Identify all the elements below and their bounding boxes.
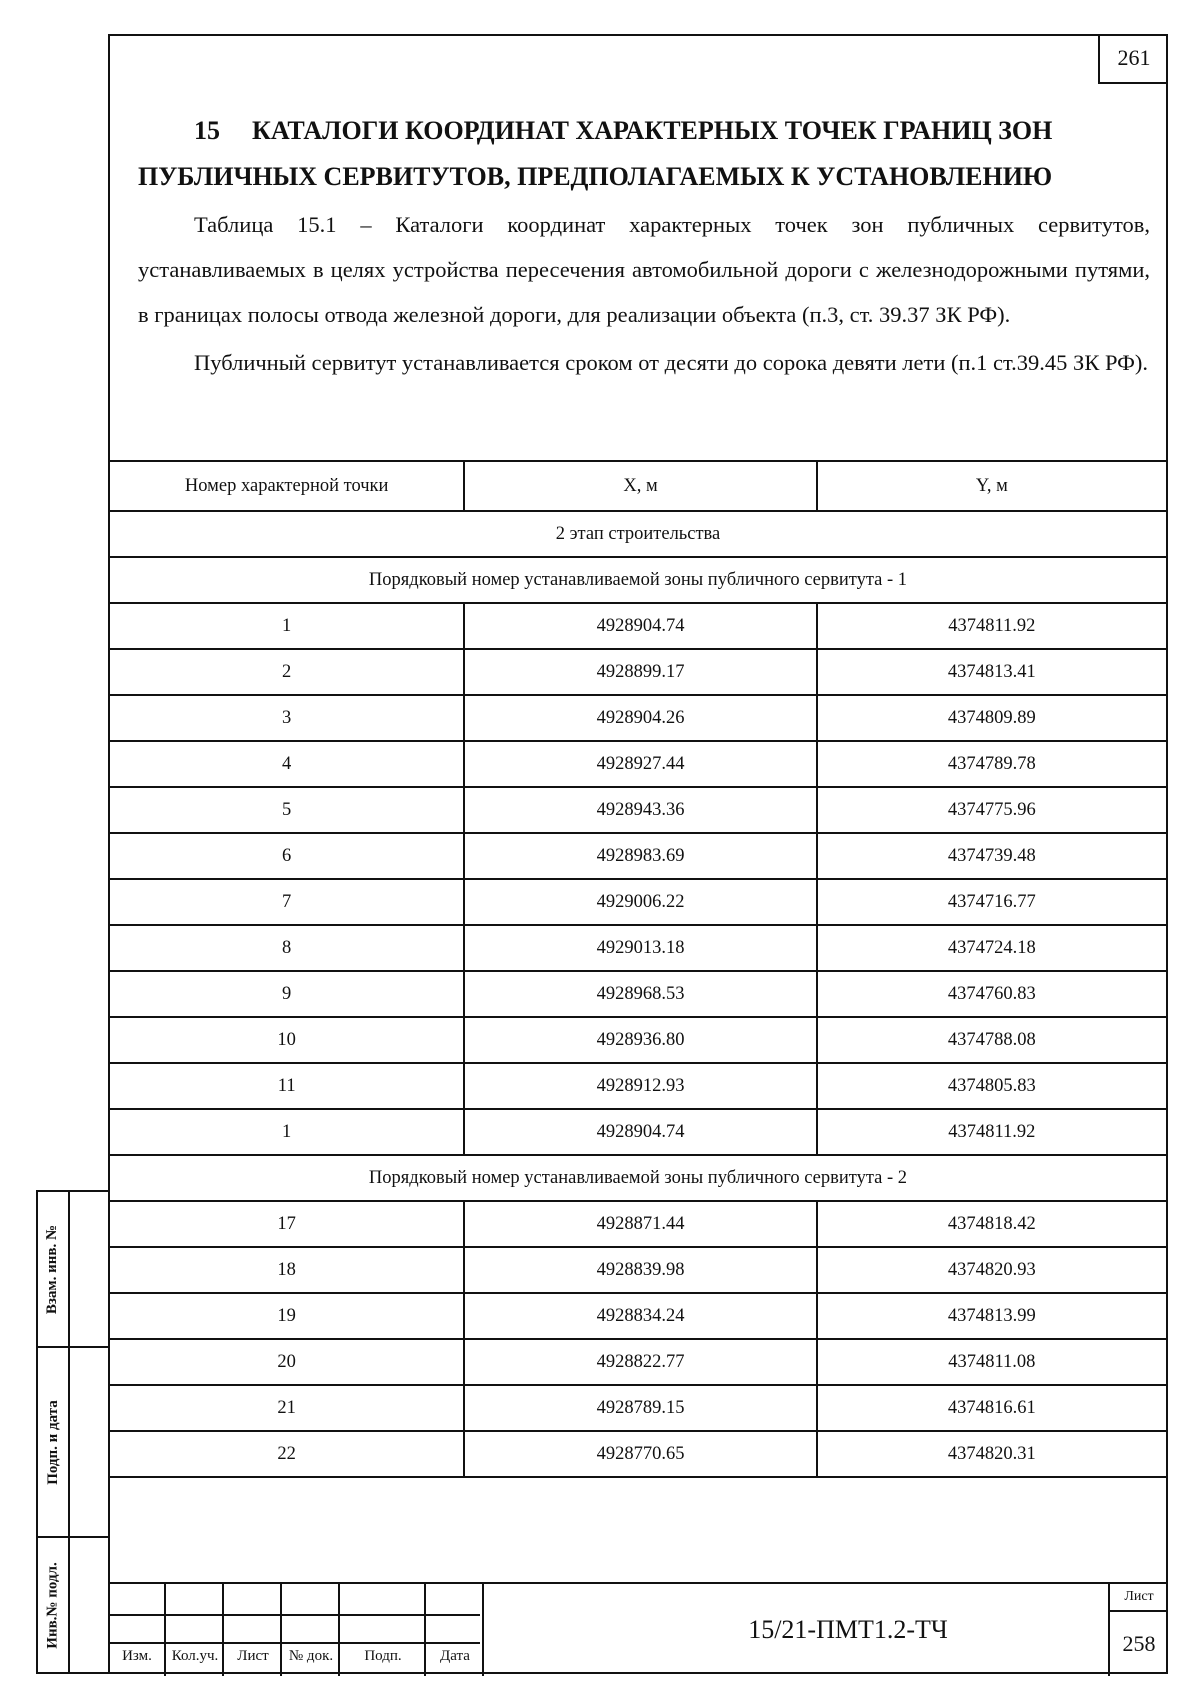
side-label-replacement: Взам. инв. № [44,1224,61,1314]
table-row [109,1247,1167,1293]
y-coordinate-cell: 4374716.77 [817,879,1167,925]
table-row [109,603,1167,649]
stamp-col-sheet: Лист [237,1648,269,1664]
table-row [109,925,1167,971]
stage-label: 2 этап строительства [109,511,1167,557]
y-coordinate-cell: 4374789.78 [817,741,1167,787]
table-row [109,971,1167,1017]
x-coordinate-cell: 4928770.65 [464,1431,816,1477]
stamp-col-signature: Подп. [364,1648,402,1664]
point-number-cell: 6 [109,833,464,879]
section-heading [138,108,1148,200]
x-coordinate-cell: 4928899.17 [464,649,816,695]
table-caption [138,202,1150,337]
revision-grid [108,1584,480,1676]
x-coordinate-cell: 4928912.93 [464,1063,816,1109]
side-label-signature: Подп. и дата [44,1399,61,1485]
point-number-cell: 1 [109,1109,464,1155]
side-box-replacement [36,1190,110,1348]
page-number: 261 [1098,34,1168,84]
point-number-cell: 3 [109,695,464,741]
y-coordinate-cell: 4374788.08 [817,1017,1167,1063]
sheet-number: 258 [1108,1612,1168,1676]
x-coordinate-cell: 4928822.77 [464,1339,816,1385]
sheet-label: Лист [1108,1584,1168,1612]
stamp-col-change: Изм. [122,1648,152,1664]
point-number-cell: 21 [109,1385,464,1431]
stamp-col-count: Кол.уч. [171,1648,219,1664]
point-number-cell: 20 [109,1339,464,1385]
point-number-cell: 2 [109,649,464,695]
x-coordinate-cell: 4929006.22 [464,879,816,925]
section-number: 15 [194,116,220,145]
table-row [109,1201,1167,1247]
y-coordinate-cell: 4374811.92 [817,1109,1167,1155]
point-number-cell: 19 [109,1293,464,1339]
point-number-cell: 4 [109,741,464,787]
point-number-cell: 17 [109,1201,464,1247]
table-row [109,833,1167,879]
table-row [109,1063,1167,1109]
table-row [109,1017,1167,1063]
x-coordinate-cell: 4929013.18 [464,925,816,971]
side-box-original [36,1536,110,1674]
table-row [109,695,1167,741]
point-number-cell: 8 [109,925,464,971]
table-row [109,1293,1167,1339]
y-coordinate-cell: 4374813.41 [817,649,1167,695]
y-coordinate-cell: 4374724.18 [817,925,1167,971]
x-coordinate-cell: 4928904.74 [464,603,816,649]
x-coordinate-cell: 4928983.69 [464,833,816,879]
point-number-cell: 10 [109,1017,464,1063]
y-coordinate-cell: 4374811.08 [817,1339,1167,1385]
point-number-cell: 5 [109,787,464,833]
table-row [109,649,1167,695]
zone-title-row [109,1155,1167,1201]
side-box-signature [36,1346,110,1538]
table-body [109,511,1167,1477]
table-caption-text: Таблица 15.1 – Каталоги координат характерных точек зон публичных сервитутов, устанавливаемых в целях устройства пересечения автомобильной дороги с железнодорожными путями, в границах полосы отвода железной дороги, для реализации объекта (п.3, ст. 39.37 ЗК РФ). [138,212,1150,327]
y-coordinate-cell: 4374811.92 [817,603,1167,649]
x-coordinate-cell: 4928904.74 [464,1109,816,1155]
x-coordinate-cell: 4928904.26 [464,695,816,741]
y-coordinate-cell: 4374809.89 [817,695,1167,741]
header-point-number: Номер характерной точки [109,461,464,511]
y-coordinate-cell: 4374818.42 [817,1201,1167,1247]
point-number-cell: 11 [109,1063,464,1109]
table-row [109,787,1167,833]
y-coordinate-cell: 4374813.99 [817,1293,1167,1339]
point-number-cell: 1 [109,603,464,649]
x-coordinate-cell: 4928943.36 [464,787,816,833]
section-title: КАТАЛОГИ КООРДИНАТ ХАРАКТЕРНЫХ ТОЧЕК ГРАНИЦ ЗОН ПУБЛИЧНЫХ СЕРВИТУТОВ, ПРЕДПОЛАГАЕМЫХ К УСТАНОВЛЕНИЮ [138,116,1053,191]
servitude-note-text: Публичный сервитут устанавливается сроком от десяти до сорока девяти лети (п.1 ст.39.45 ЗК РФ). [194,350,1148,375]
stage-row [109,511,1167,557]
x-coordinate-cell: 4928834.24 [464,1293,816,1339]
y-coordinate-cell: 4374775.96 [817,787,1167,833]
x-coordinate-cell: 4928789.15 [464,1385,816,1431]
x-coordinate-cell: 4928936.80 [464,1017,816,1063]
table-row [109,879,1167,925]
point-number-cell: 7 [109,879,464,925]
coordinates-table [108,460,1168,1478]
header-x: X, м [464,461,816,511]
y-coordinate-cell: 4374820.93 [817,1247,1167,1293]
y-coordinate-cell: 4374760.83 [817,971,1167,1017]
document-code: 15/21-ПМТ1.2-ТЧ [748,1615,948,1644]
table-row [109,1339,1167,1385]
servitude-note [138,340,1150,385]
table-header-row [109,461,1167,511]
table-row [109,1385,1167,1431]
stamp-col-date: Дата [440,1648,470,1664]
point-number-cell: 22 [109,1431,464,1477]
table-row [109,741,1167,787]
x-coordinate-cell: 4928968.53 [464,971,816,1017]
table-row [109,1109,1167,1155]
x-coordinate-cell: 4928839.98 [464,1247,816,1293]
stamp-col-doc: № док. [288,1648,334,1664]
y-coordinate-cell: 4374739.48 [817,833,1167,879]
point-number-cell: 9 [109,971,464,1017]
point-number-cell: 18 [109,1247,464,1293]
zone-title: Порядковый номер устанавливаемой зоны публичного сервитута - 1 [109,557,1167,603]
x-coordinate-cell: 4928927.44 [464,741,816,787]
zone-title: Порядковый номер устанавливаемой зоны публичного сервитута - 2 [109,1155,1167,1201]
zone-title-row [109,557,1167,603]
y-coordinate-cell: 4374816.61 [817,1385,1167,1431]
header-y: Y, м [817,461,1167,511]
side-label-original: Инв.№ подл. [44,1561,61,1649]
y-coordinate-cell: 4374820.31 [817,1431,1167,1477]
x-coordinate-cell: 4928871.44 [464,1201,816,1247]
y-coordinate-cell: 4374805.83 [817,1063,1167,1109]
table-row [109,1431,1167,1477]
title-block [108,1582,1168,1674]
